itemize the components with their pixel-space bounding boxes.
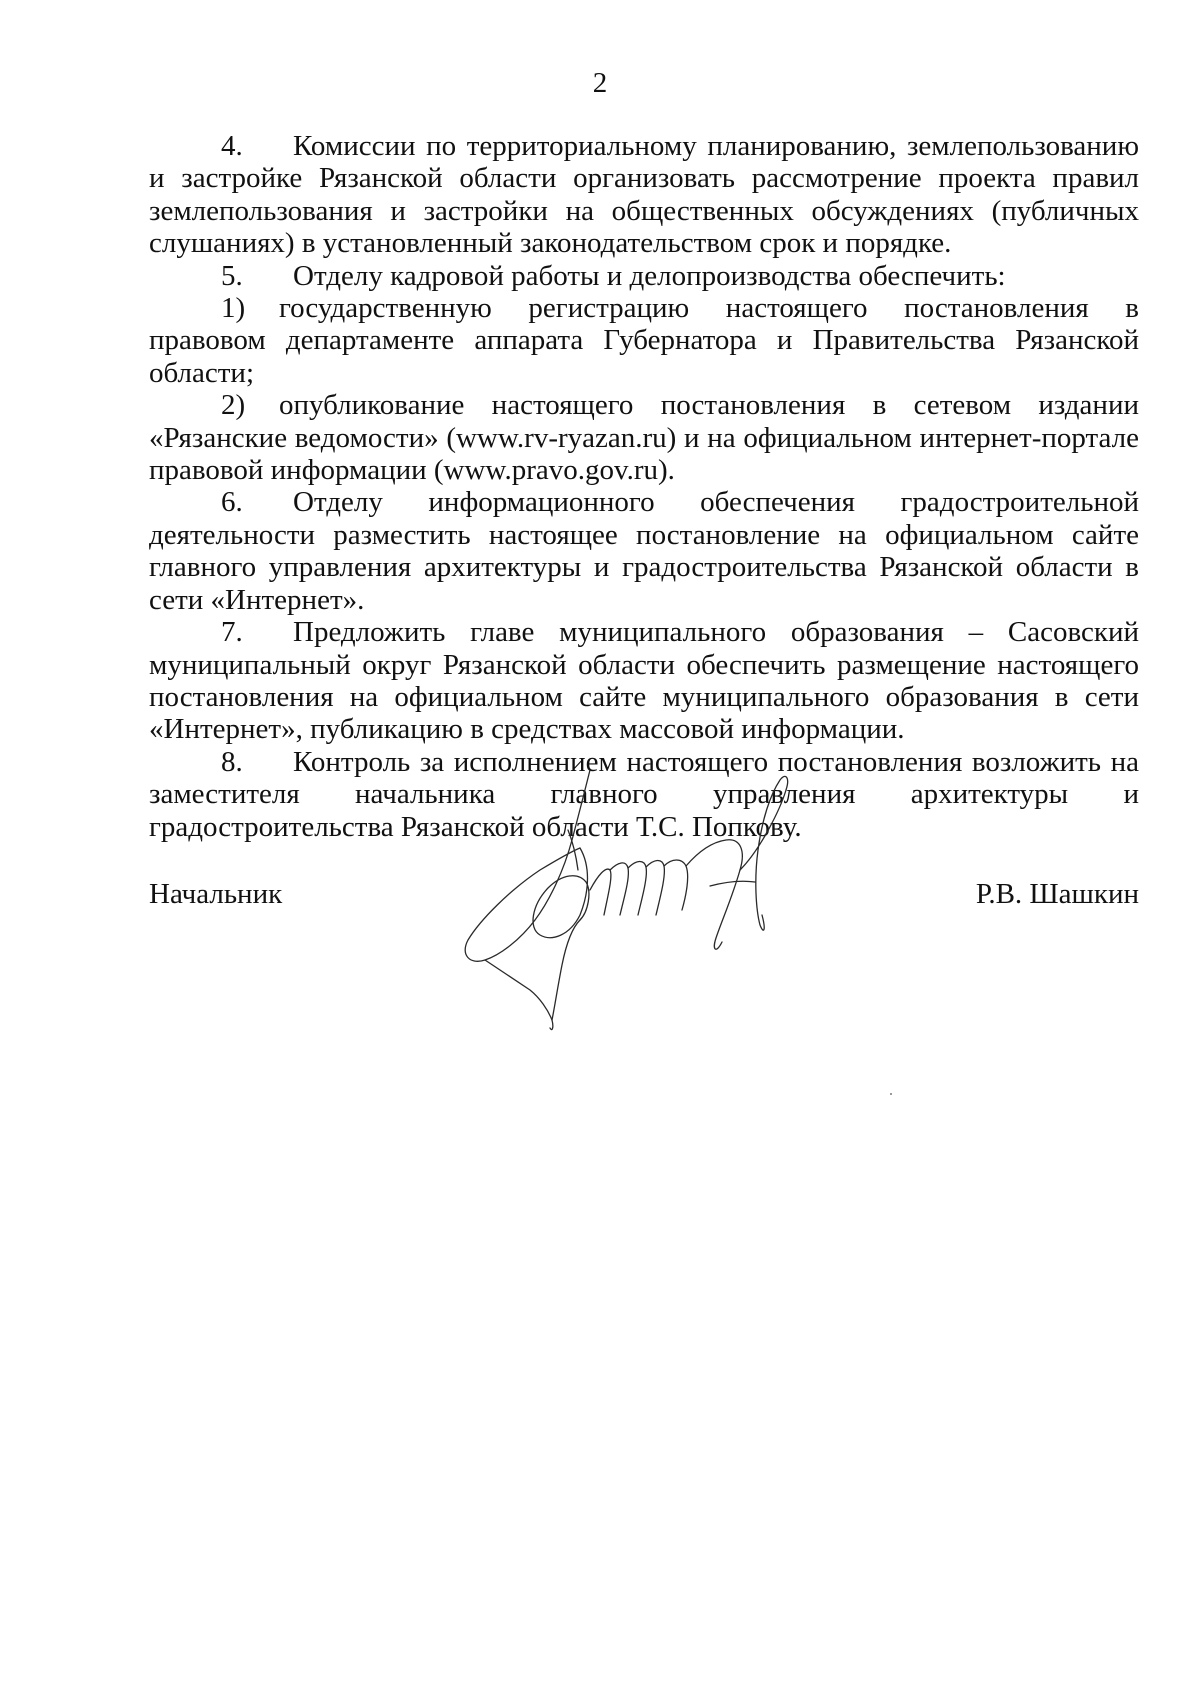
handwritten-signature [440,770,830,1040]
paragraph-number: 8. [221,745,243,778]
paragraph-text: Предложить главе муниципального образования – Сасовский муниципальный округ Рязанской области обеспечить размещение настоящего постановления на официальном сайте муниципального образования в сети «Интернет», публикацию в средствах массовой информации. [149,616,1139,746]
scan-speck [890,1093,892,1095]
paragraph-text: Комиссии по территориальному планированию, землепользованию и застройке Рязанской области организовать рассмотрение проекта правил землепользования и застройки на общественных обсуждениях (публичных слушаниях) в установленный законодательством срок и порядке. [149,130,1139,260]
paragraph-text: Отделу кадровой работы и делопроизводства обеспечить: [293,259,1006,292]
paragraph-4 [149,130,1139,260]
subparagraph-number: 1) [221,292,246,325]
paragraph-number: 4. [221,130,243,162]
paragraph-5 [149,260,1139,292]
subparagraph-1 [149,292,1139,389]
paragraph-number: 7. [221,616,243,649]
paragraph-text: опубликование настоящего постановления в сетевом издании «Рязанские ведомости» (www.rv-ryazan.ru) и на официальном интернет-портале правовой информации (www.pravo.gov.ru). [149,389,1139,487]
paragraph-number: 6. [221,486,243,519]
signer-name: Р.В. Шашкин [975,878,1139,910]
page-number: 2 [592,67,608,99]
subparagraph-2 [149,389,1139,486]
paragraph-6 [149,486,1139,616]
paragraph-text: государственную регистрацию настоящего постановления в правовом департаменте аппарата Губернатора и Правительства Рязанской области; [149,292,1139,389]
paragraph-number: 5. [221,259,243,292]
paragraph-text: Отделу информационного обеспечения градостроительной деятельности разместить настоящее постановление на официальном сайте главного управления архитектуры и градостроительства Рязанской области в сети «Интернет». [149,486,1139,616]
document-body [149,130,1139,843]
paragraph-text: Контроль за исполнением настоящего постановления возложить на заместителя начальника главного управления архитектуры и градостроительства Рязанской области Т.С. Попкову. [149,745,1139,843]
paragraph-7 [149,616,1139,746]
signer-title: Начальник [149,878,283,910]
subparagraph-number: 2) [221,389,246,422]
